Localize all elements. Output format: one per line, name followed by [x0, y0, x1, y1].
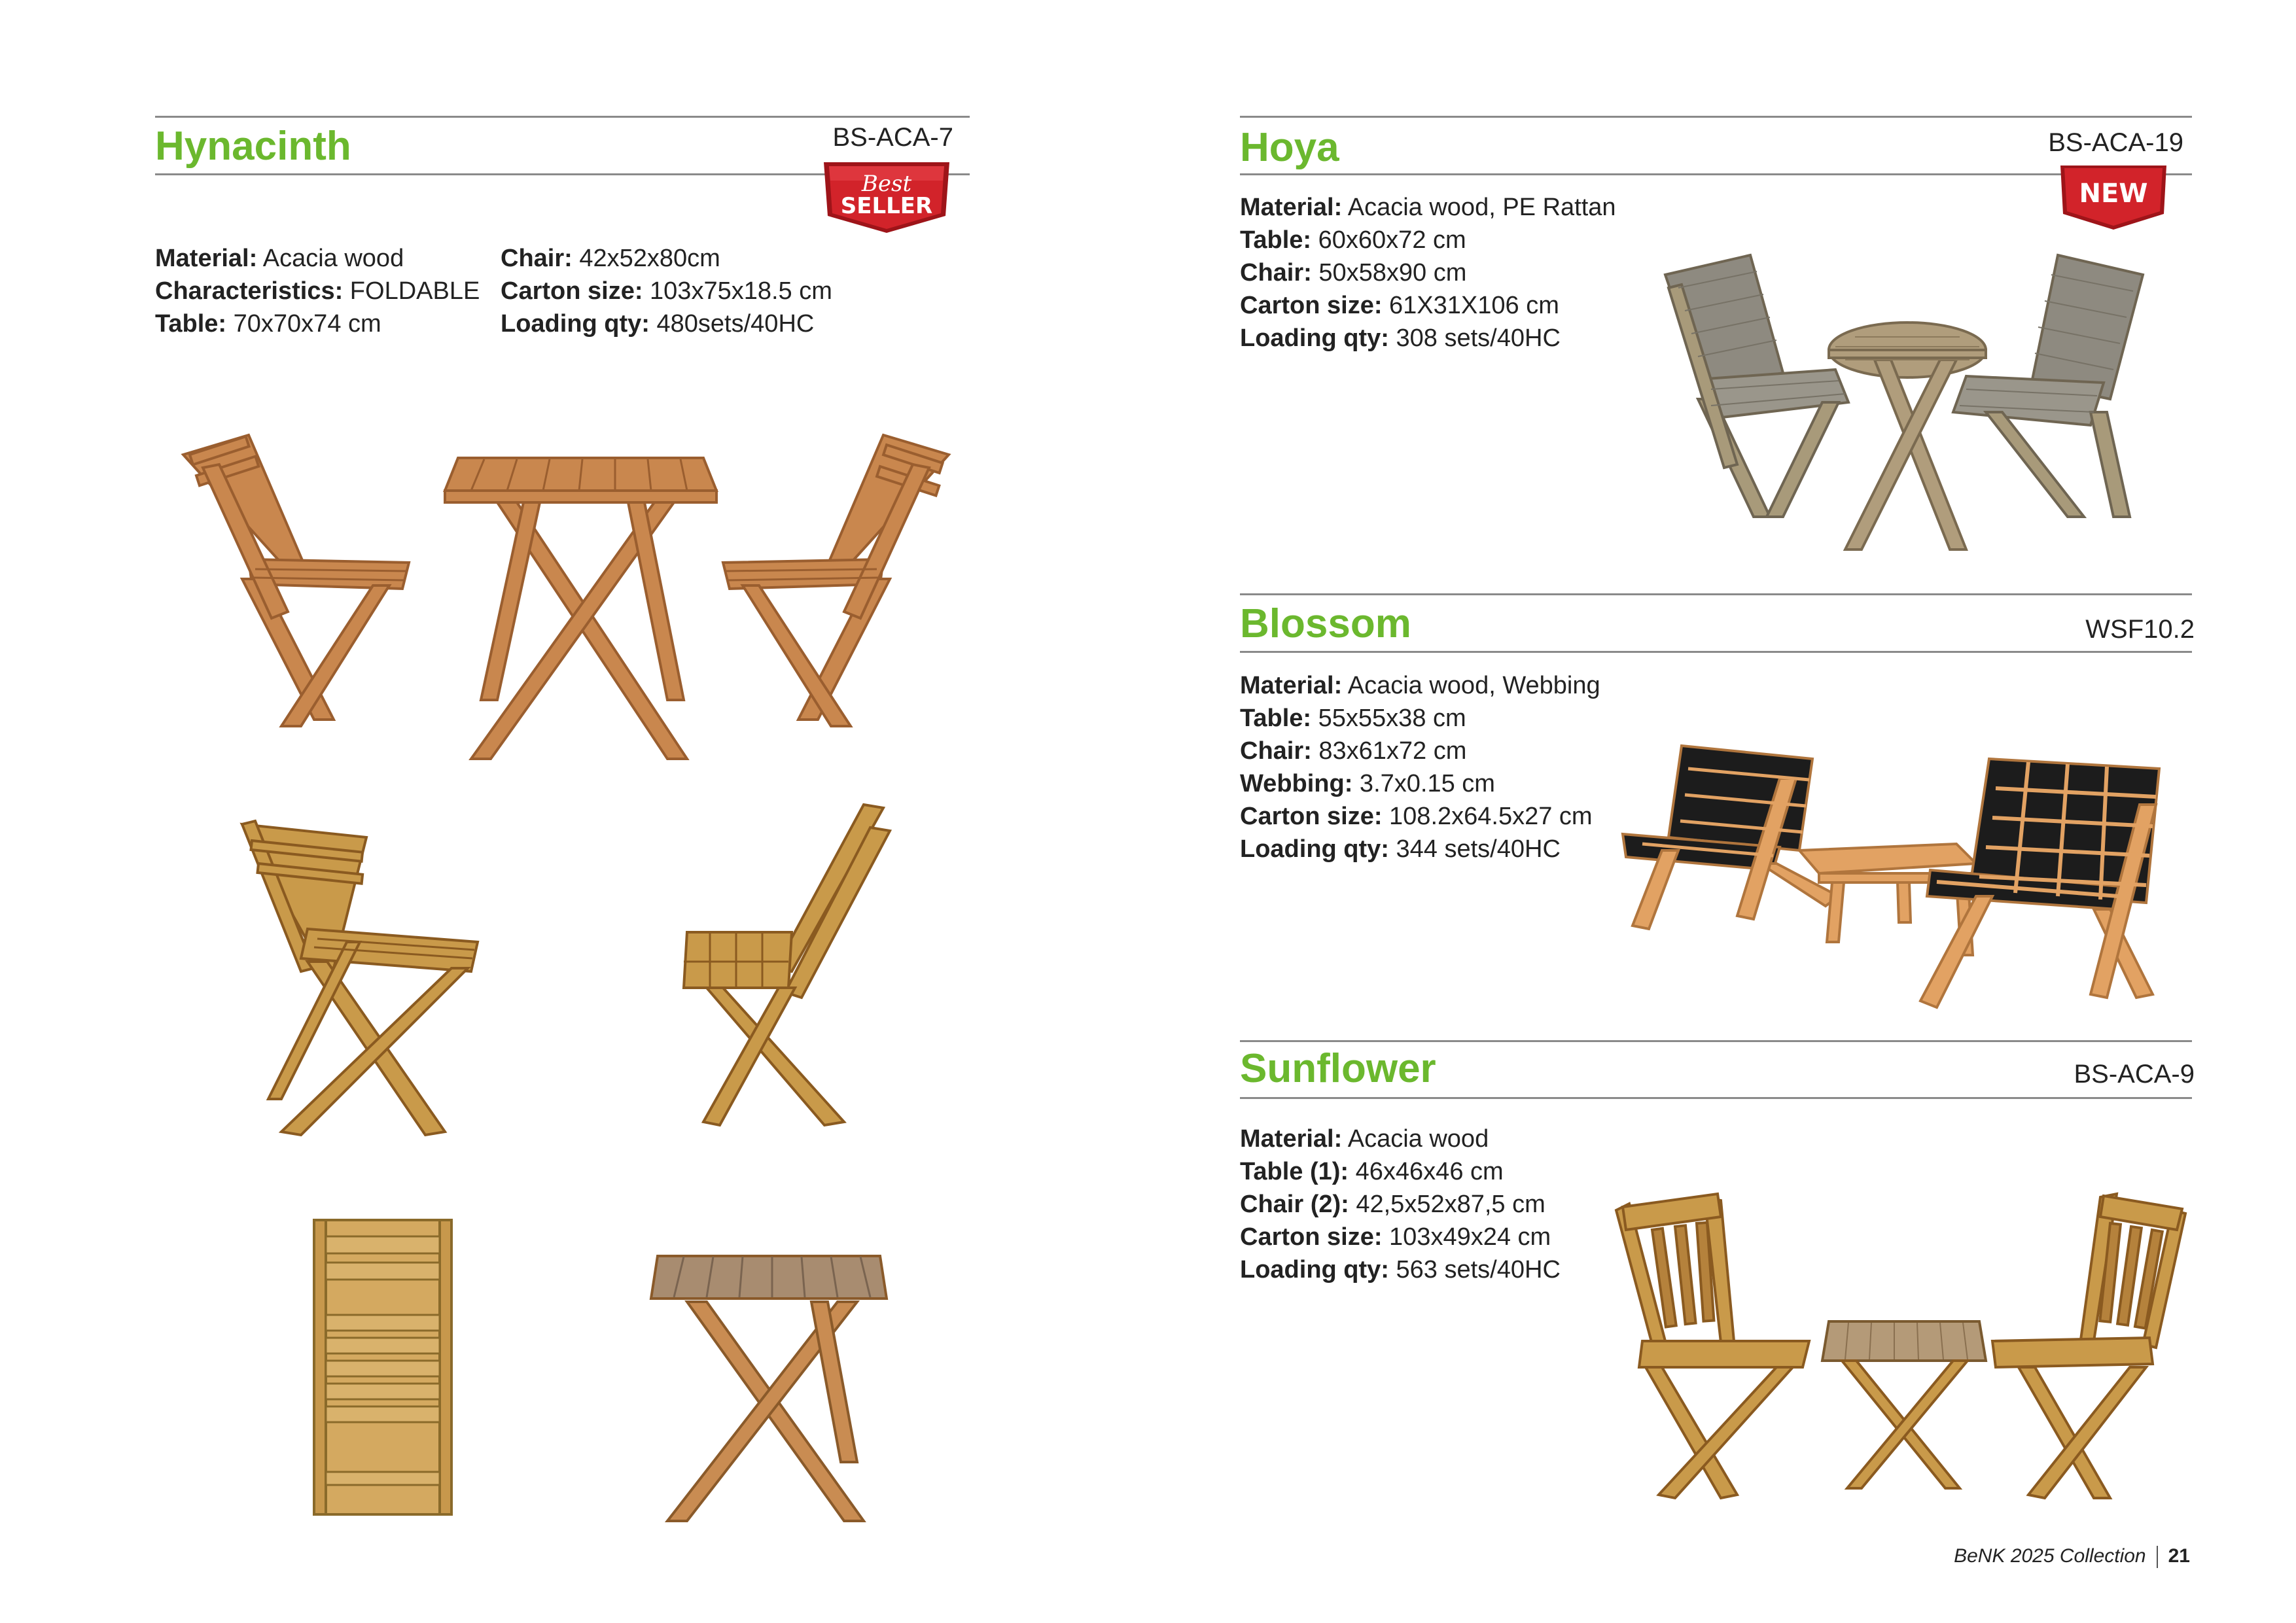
hoya-specs	[1240, 191, 1616, 355]
sunflower-specs	[1240, 1123, 1561, 1286]
hoya-title: Hoya	[1240, 125, 1339, 170]
hynacinth-title: Hynacinth	[155, 124, 351, 169]
footer-collection: BeNK 2025 Collection	[1954, 1545, 2146, 1567]
spec-row: Table: 70x70x74 cm	[155, 310, 381, 338]
sunflower-code: BS-ACA-9	[2074, 1060, 2195, 1089]
spec-row: Characteristics: FOLDABLE	[155, 277, 480, 305]
spec-row: Carton size: 61X31X106 cm	[1240, 292, 1559, 319]
hynacinth-chair-right-image	[720, 428, 955, 729]
spec-row: Loading qty: 344 sets/40HC	[1240, 835, 1561, 863]
hoya-bottom-rule	[1240, 173, 2192, 175]
spec-row: Loading qty: 563 sets/40HC	[1240, 1256, 1561, 1283]
blossom-code: WSF10.2	[2085, 615, 2195, 644]
spec-row: Carton size: 103x49x24 cm	[1240, 1223, 1551, 1251]
spec-row: Loading qty: 308 sets/40HC	[1240, 324, 1561, 352]
sunflower-title: Sunflower	[1240, 1046, 1436, 1091]
hynacinth-chair-side-image	[680, 801, 896, 1128]
sunflower-bottom-rule	[1240, 1097, 2192, 1099]
page-number: 21	[2168, 1545, 2190, 1567]
spec-row: Carton size: 108.2x64.5x27 cm	[1240, 803, 1593, 830]
hynacinth-specs-left	[155, 242, 480, 340]
hynacinth-table-image	[445, 451, 720, 765]
spec-row: Chair: 50x58x90 cm	[1240, 259, 1467, 287]
spec-row: Material: Acacia wood, PE Rattan	[1240, 194, 1616, 221]
badge-new-text: NEW	[2079, 179, 2148, 209]
spec-row: Loading qty: 480sets/40HC	[501, 310, 815, 338]
spec-row: Webbing: 3.7x0.15 cm	[1240, 770, 1495, 797]
spec-row: Material: Acacia wood	[155, 245, 404, 272]
sunflower-set-image	[1613, 1191, 2189, 1505]
spec-row: Chair: 83x61x72 cm	[1240, 737, 1467, 765]
spec-row: Chair: 42x52x80cm	[501, 245, 720, 272]
hynacinth-specs-right	[501, 242, 832, 340]
blossom-title: Blossom	[1240, 601, 1411, 646]
hynacinth-code: BS-ACA-7	[832, 123, 953, 152]
page-footer	[1954, 1545, 2190, 1568]
blossom-specs	[1240, 669, 1600, 865]
hoya-code: BS-ACA-19	[2048, 128, 2183, 157]
spec-row: Carton size: 103x75x18.5 cm	[501, 277, 832, 305]
hynacinth-top-rule	[155, 116, 970, 118]
hynacinth-chair-left-image	[177, 428, 412, 729]
badge-seller-text: SELLER	[840, 193, 933, 219]
hynacinth-chair-front-image	[236, 811, 484, 1138]
badge-best-text: Best	[861, 171, 912, 197]
spec-row: Material: Acacia wood	[1240, 1125, 1489, 1153]
spec-row: Chair (2): 42,5x52x87,5 cm	[1240, 1191, 1545, 1218]
blossom-set-image	[1623, 739, 2172, 1014]
blossom-top-rule	[1240, 593, 2192, 595]
spec-row: Table: 60x60x72 cm	[1240, 226, 1466, 254]
spec-row: Table: 55x55x38 cm	[1240, 705, 1466, 732]
best-seller-badge	[821, 157, 952, 239]
spec-row: Material: Acacia wood, Webbing	[1240, 672, 1600, 699]
footer-divider	[2157, 1546, 2158, 1568]
blossom-bottom-rule	[1240, 651, 2192, 653]
hynacinth-chair-folded-image	[311, 1217, 455, 1518]
new-badge	[2058, 162, 2169, 234]
hynacinth-table-side-image	[648, 1253, 890, 1527]
sunflower-top-rule	[1240, 1040, 2192, 1042]
spec-row: Table (1): 46x46x46 cm	[1240, 1158, 1504, 1185]
hoya-set-image	[1659, 249, 2156, 556]
hoya-top-rule	[1240, 116, 2192, 118]
